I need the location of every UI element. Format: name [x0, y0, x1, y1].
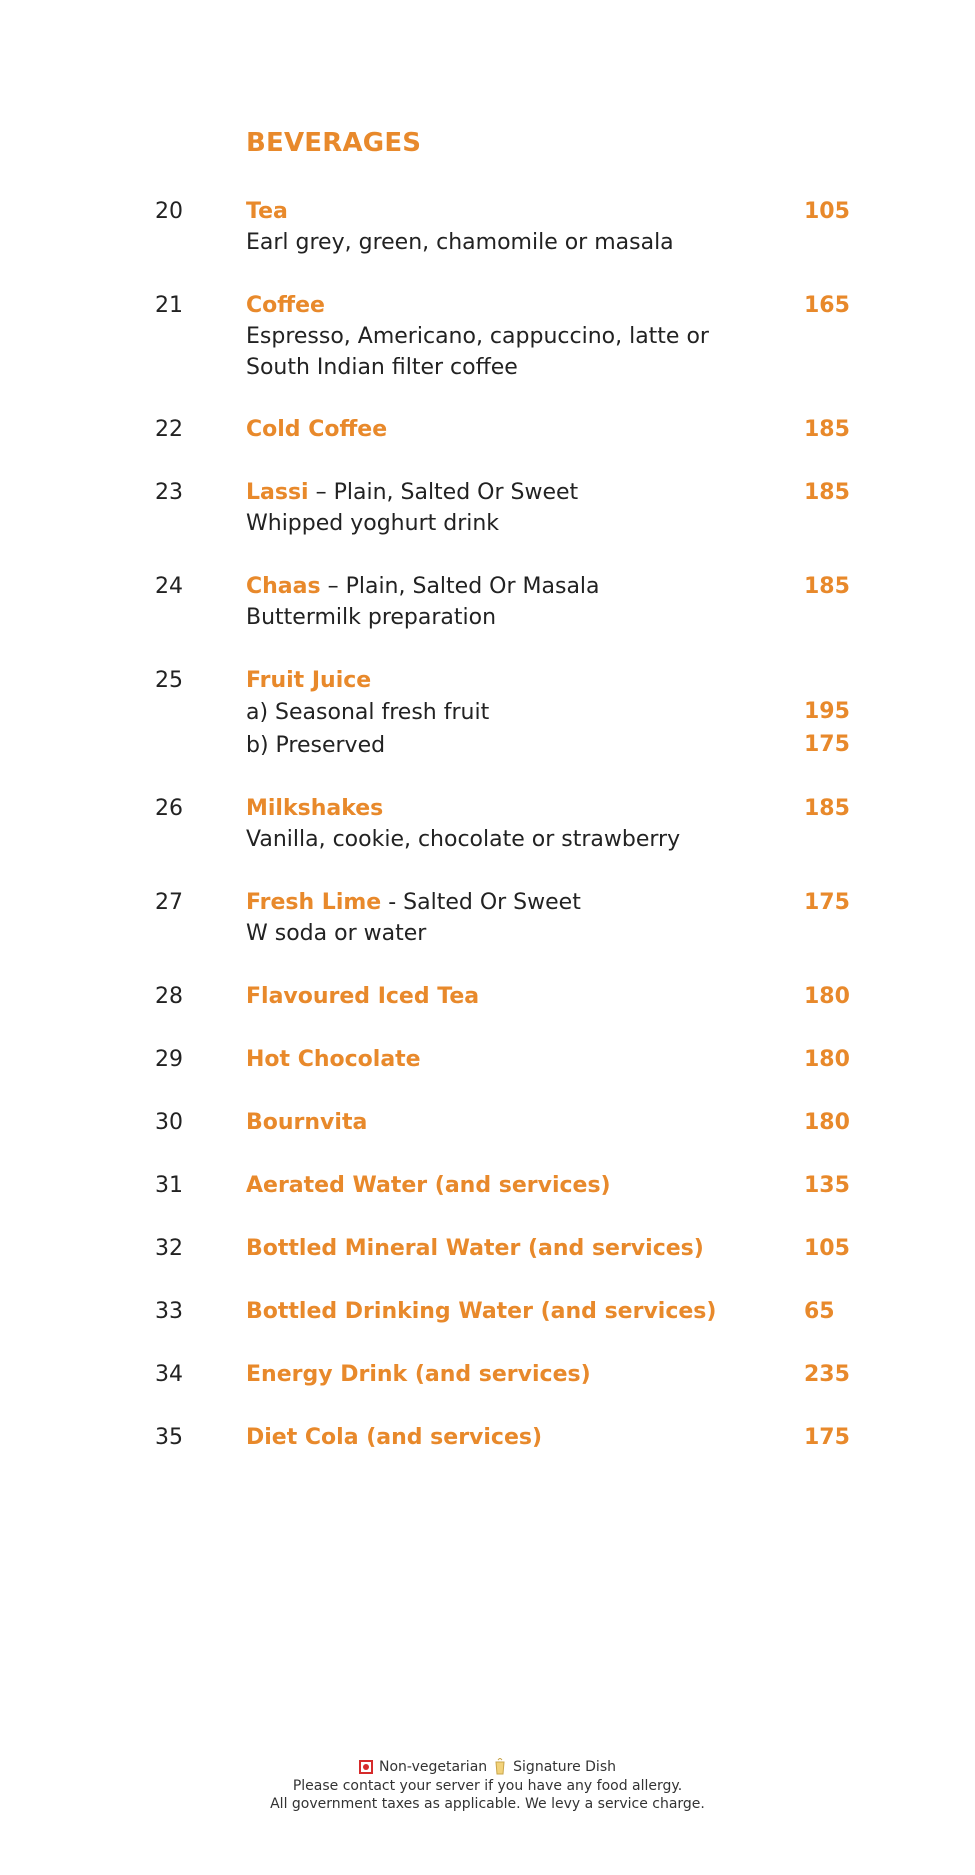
item-title-line	[246, 414, 766, 445]
item-title-line	[246, 1422, 766, 1453]
item-number: 30	[155, 1110, 183, 1135]
item-name: Bournvita	[246, 1110, 368, 1135]
item-name: Energy Drink (and services)	[246, 1362, 591, 1387]
item-number: 23	[155, 480, 183, 505]
item-name: Hot Chocolate	[246, 1047, 421, 1072]
item-number: 20	[155, 199, 183, 224]
item-body	[246, 1296, 766, 1327]
item-price: 165	[804, 293, 850, 318]
item-name: Lassi	[246, 480, 309, 505]
item-title-line	[246, 793, 766, 824]
item-body	[246, 1233, 766, 1264]
item-body	[246, 1107, 766, 1138]
item-body	[246, 1422, 766, 1453]
item-title-line	[246, 571, 766, 602]
item-number: 31	[155, 1173, 183, 1198]
item-number: 33	[155, 1299, 183, 1324]
item-name: Fruit Juice	[246, 668, 372, 693]
signature-dish-icon	[493, 1758, 507, 1776]
allergy-note: Please contact your server if you have any food allergy.	[292, 1778, 683, 1794]
item-number: 34	[155, 1362, 183, 1387]
item-options: – Plain, Salted Or Masala	[320, 574, 600, 599]
item-name: Milkshakes	[246, 796, 384, 821]
item-title-line	[246, 477, 766, 508]
item-name: Bottled Mineral Water (and services)	[246, 1236, 704, 1261]
item-number: 25	[155, 668, 183, 693]
item-title-line	[246, 196, 766, 227]
legend	[0, 1757, 975, 1777]
item-description: Earl grey, green, chamomile or masala	[246, 230, 674, 255]
item-price: 135	[804, 1173, 850, 1198]
item-name: Chaas	[246, 574, 321, 599]
item-body	[246, 665, 766, 762]
item-number: 26	[155, 796, 183, 821]
item-name: Coffee	[246, 293, 325, 318]
item-body	[246, 196, 766, 258]
item-price: 180	[804, 1047, 850, 1072]
item-name: Cold Coffee	[246, 417, 388, 442]
item-number: 35	[155, 1425, 183, 1450]
item-price: 175	[804, 890, 850, 915]
item-body	[246, 290, 766, 383]
item-price: 185	[804, 480, 850, 505]
item-description: Whipped yoghurt drink	[246, 511, 500, 536]
item-name: Fresh Lime	[246, 890, 382, 915]
item-description: Espresso, Americano, cappuccino, latte or	[246, 324, 709, 349]
item-body	[246, 887, 766, 949]
item-title-line	[246, 1107, 766, 1138]
item-title-line	[246, 1359, 766, 1390]
item-price: 65	[804, 1299, 835, 1324]
item-name: Diet Cola (and services)	[246, 1425, 543, 1450]
item-body	[246, 571, 766, 633]
item-options: – Plain, Salted Or Sweet	[308, 480, 579, 505]
footer	[0, 1757, 975, 1813]
item-title-line	[246, 290, 766, 321]
item-number: 28	[155, 984, 183, 1009]
section-title: BEVERAGES	[246, 128, 422, 158]
item-variant-label: b) Preserved	[246, 733, 386, 758]
item-body	[246, 793, 766, 855]
item-description: W soda or water	[246, 921, 427, 946]
item-description: Vanilla, cookie, chocolate or strawberry	[246, 827, 681, 852]
item-title-line	[246, 1044, 766, 1075]
item-price: 180	[804, 1110, 850, 1135]
item-title-line	[246, 887, 766, 918]
item-price: 185	[804, 417, 850, 442]
item-price: 105	[804, 199, 850, 224]
item-title-line	[246, 981, 766, 1012]
item-title-line	[246, 665, 766, 696]
item-name: Flavoured Iced Tea	[246, 984, 480, 1009]
item-title-line	[246, 1170, 766, 1201]
item-body	[246, 477, 766, 539]
item-number: 22	[155, 417, 183, 442]
item-description: Buttermilk preparation	[246, 605, 497, 630]
tax-note: All government taxes as applicable. We levy a service charge.	[270, 1796, 705, 1812]
item-number: 27	[155, 890, 183, 915]
item-variant-price: 195	[804, 699, 850, 724]
legend-nonveg-label: Non-vegetarian	[379, 1759, 488, 1775]
item-body	[246, 1359, 766, 1390]
item-description: South Indian filter coffee	[246, 355, 518, 380]
item-title-line	[246, 1296, 766, 1327]
item-title-line	[246, 1233, 766, 1264]
item-name: Bottled Drinking Water (and services)	[246, 1299, 717, 1324]
item-number: 32	[155, 1236, 183, 1261]
legend-signature-label: Signature Dish	[513, 1759, 616, 1775]
item-body	[246, 1170, 766, 1201]
item-body	[246, 414, 766, 445]
item-body	[246, 1044, 766, 1075]
item-name: Tea	[246, 199, 288, 224]
item-body	[246, 981, 766, 1012]
item-price: 180	[804, 984, 850, 1009]
item-number: 29	[155, 1047, 183, 1072]
item-price: 185	[804, 574, 850, 599]
item-price: 235	[804, 1362, 850, 1387]
item-price: 185	[804, 796, 850, 821]
item-variant-label: a) Seasonal fresh fruit	[246, 700, 490, 725]
item-name: Aerated Water (and services)	[246, 1173, 611, 1198]
item-variant-price: 175	[804, 732, 850, 757]
item-price: 175	[804, 1425, 850, 1450]
item-number: 21	[155, 293, 183, 318]
item-options: - Salted Or Sweet	[381, 890, 581, 915]
item-number: 24	[155, 574, 183, 599]
item-price: 105	[804, 1236, 850, 1261]
non-vegetarian-icon	[359, 1760, 373, 1774]
